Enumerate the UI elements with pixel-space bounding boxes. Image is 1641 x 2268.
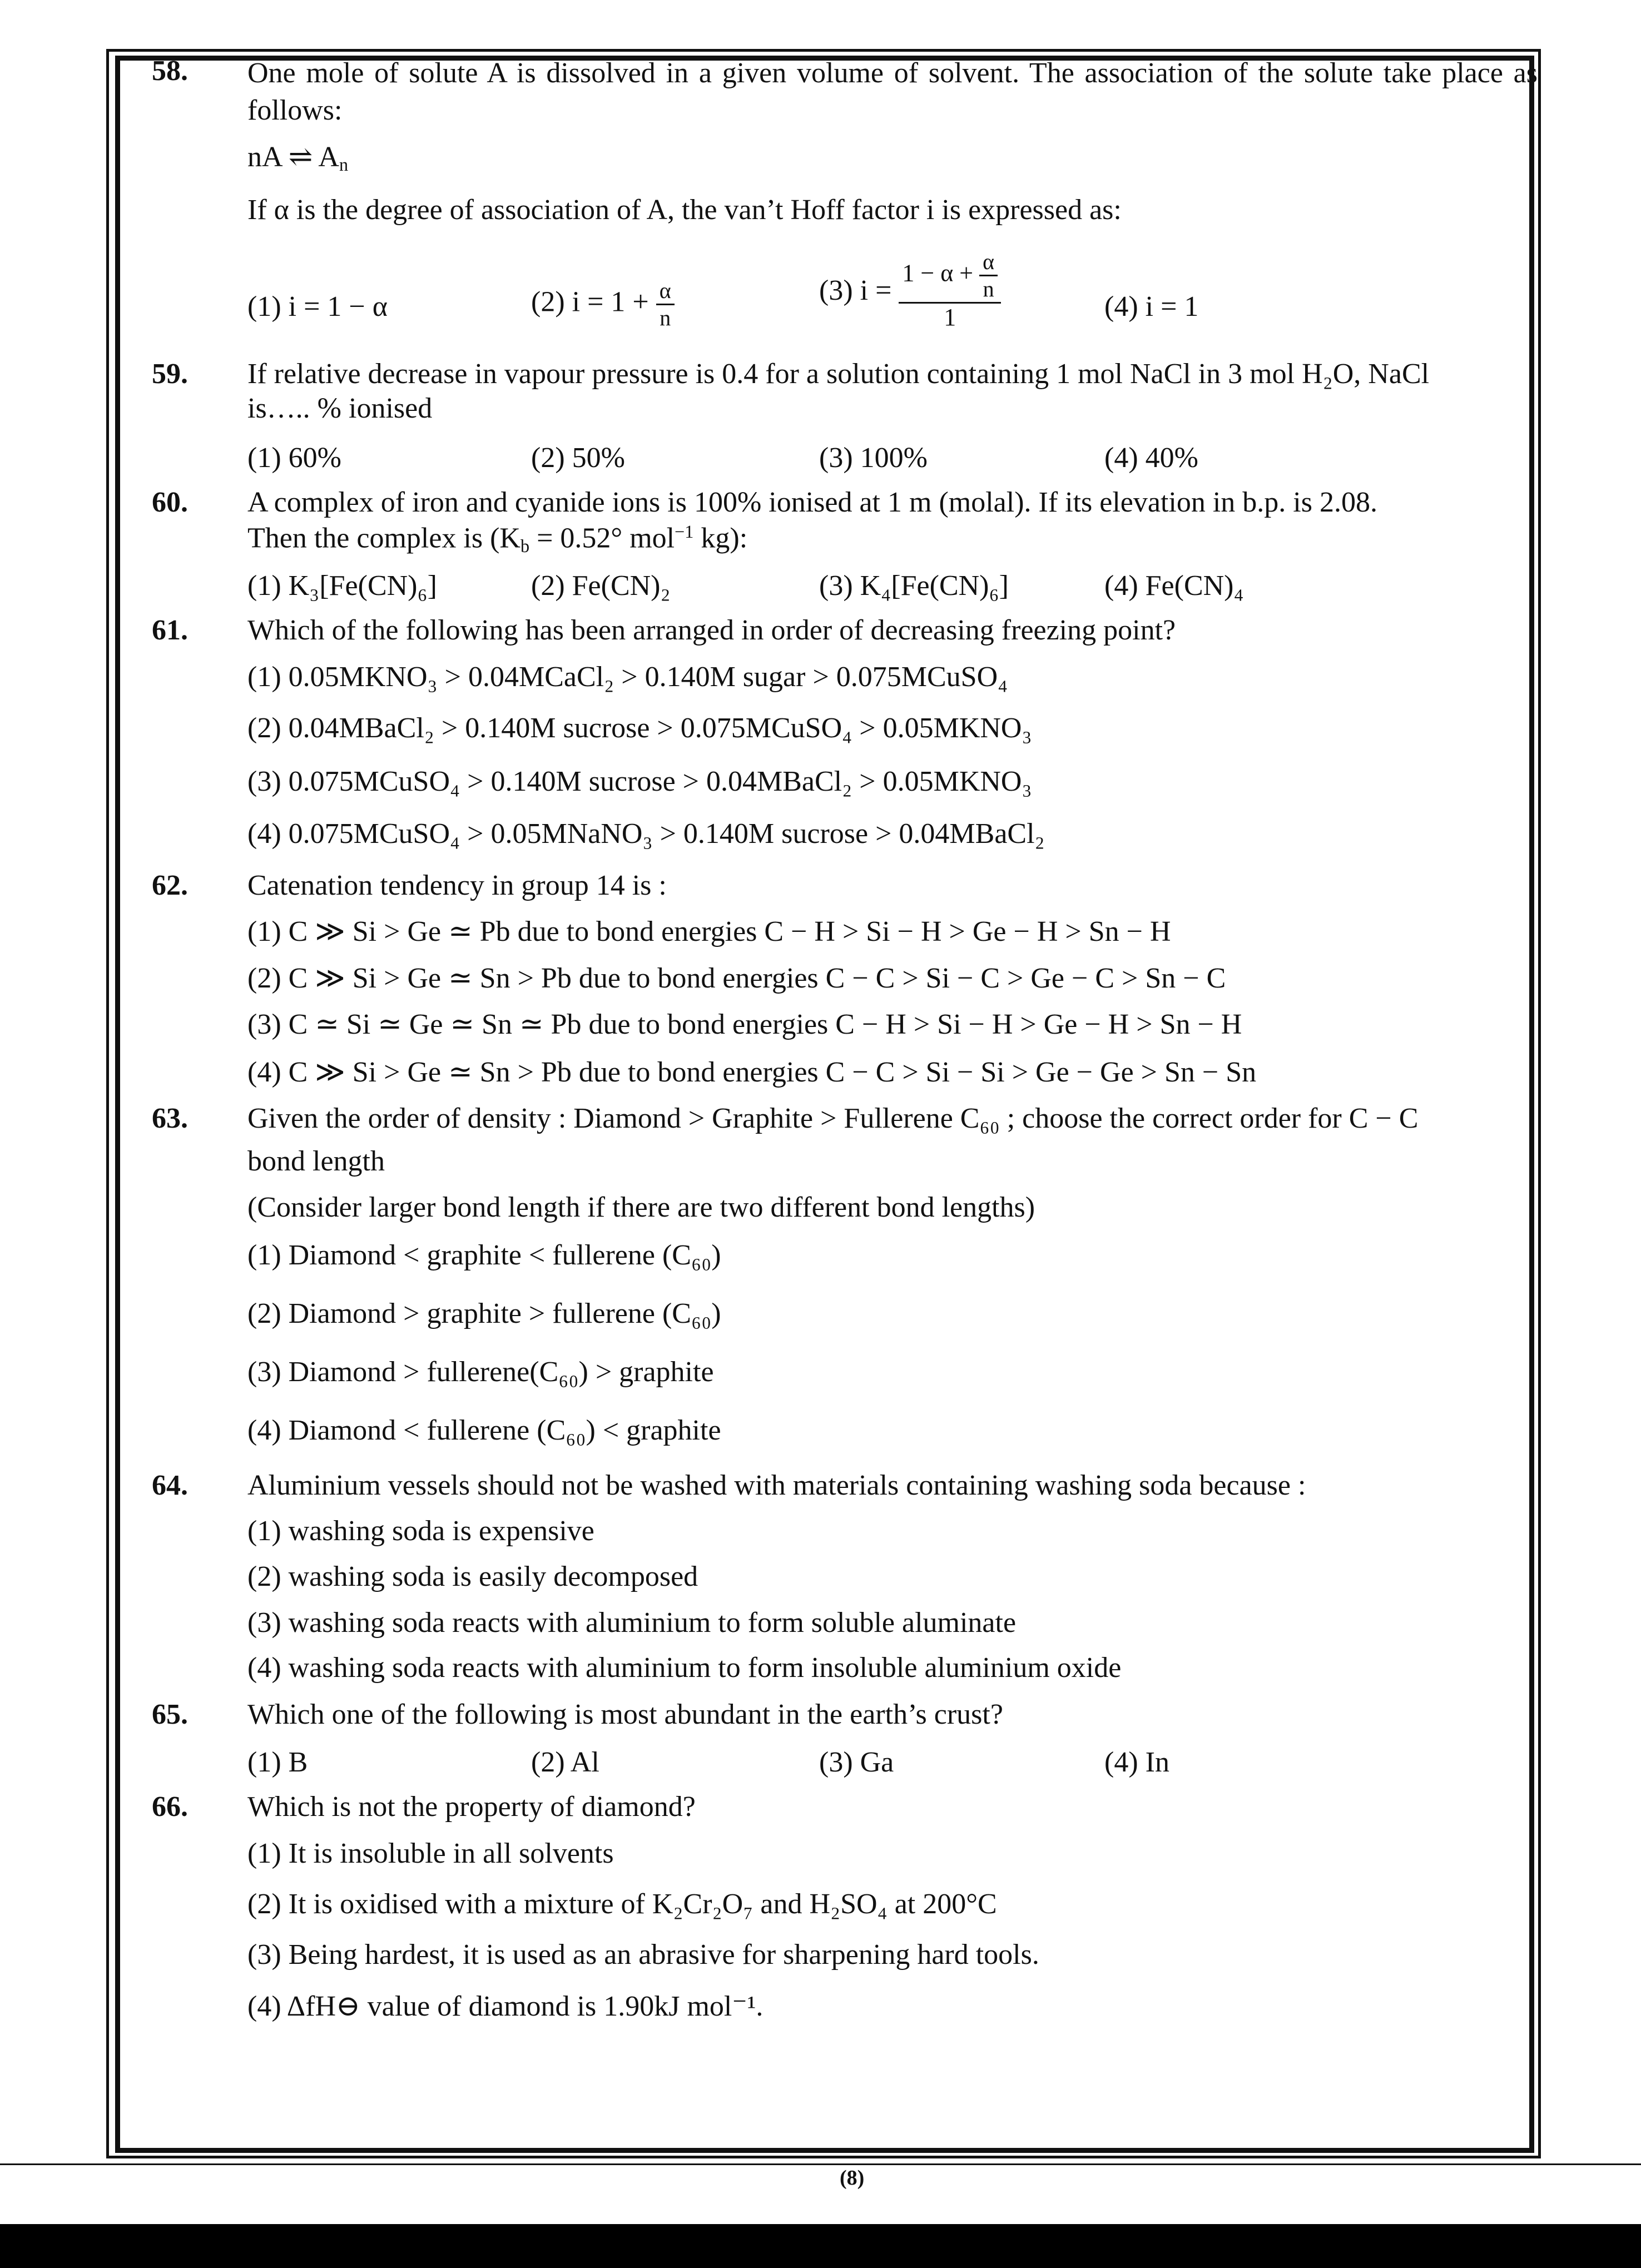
- question-line-2: bond length: [247, 1145, 385, 1177]
- option-3[interactable]: (3) washing soda reacts with aluminium to form soluble aluminate: [247, 1607, 1017, 1639]
- option-4[interactable]: (4) ΔfH⊖ value of diamond is 1.90kJ mol⁻¹.: [247, 1991, 764, 2022]
- question-text: Aluminium vessels should not be washed with materials containing washing soda because :: [247, 1470, 1306, 1501]
- question-number: 59.: [152, 358, 188, 390]
- option-4[interactable]: (4) washing soda reacts with aluminium to form insoluble aluminium oxide: [247, 1652, 1122, 1684]
- option-2[interactable]: (2) Al: [531, 1746, 599, 1778]
- option-2[interactable]: (2) C ≫ Si > Ge ≃ Sn > Pb due to bond energies C − C > Si − C > Ge − C > Sn − C: [247, 962, 1226, 994]
- option-3[interactable]: (3) Diamond > fullerene(C₆₀) > graphite: [247, 1356, 714, 1388]
- option-2[interactable]: (2) washing soda is easily decomposed: [247, 1561, 698, 1592]
- question-line-1: If relative decrease in vapour pressure is 0.4 for a solution containing 1 mol NaCl in 3 mol H₂O, NaCl: [247, 358, 1430, 390]
- option-2[interactable]: (2) 0.04MBaCl₂ > 0.140M sucrose > 0.075MCuSO₄ > 0.05MKNO₃: [247, 712, 1032, 744]
- option-2[interactable]: (2) Fe(CN)₂: [531, 570, 671, 602]
- option-3[interactable]: (3) K₄[Fe(CN)₆]: [819, 570, 1009, 602]
- option-1[interactable]: (1) 0.05MKNO₃ > 0.04MCaCl₂ > 0.140M sugar > 0.075MCuSO₄: [247, 661, 1008, 693]
- option-1[interactable]: (1) K₃[Fe(CN)₆]: [247, 570, 437, 602]
- option-4[interactable]: (4) i = 1: [1104, 291, 1199, 322]
- denominator: n: [983, 276, 994, 301]
- association-equation: [247, 140, 348, 175]
- option-1[interactable]: (1) Diamond < graphite < fullerene (C₆₀): [247, 1239, 721, 1271]
- option-4[interactable]: (4) Diamond < fullerene (C₆₀) < graphite: [247, 1415, 721, 1446]
- question-text: One mole of solute A is dissolved in a given volume of solvent. The association of the solute take place as follows:: [247, 57, 1538, 126]
- subscript: b: [520, 535, 530, 556]
- denominator: n: [660, 305, 671, 330]
- fraction-alpha-over-n: [656, 278, 675, 331]
- numerator: [899, 249, 1001, 304]
- question-text: Which is not the property of diamond?: [247, 1791, 696, 1823]
- option-3[interactable]: [819, 249, 1001, 332]
- text-part: = 0.52° mol: [529, 522, 675, 554]
- text-part: Then the complex is (K: [247, 522, 520, 554]
- fraction-alpha-over-n: [979, 249, 998, 302]
- superscript: −1: [675, 522, 694, 542]
- option-3[interactable]: (3) 100%: [819, 442, 928, 474]
- question-number: 65.: [152, 1699, 188, 1730]
- option-1[interactable]: (1) B: [247, 1746, 308, 1778]
- eq-right: A: [318, 141, 339, 173]
- page-number: (8): [840, 2166, 865, 2190]
- option-1[interactable]: (1) i = 1 − α: [247, 291, 388, 322]
- option-3[interactable]: (3) C ≃ Si ≃ Ge ≃ Sn ≃ Pb due to bond energies C − H > Si − H > Ge − H > Sn − H: [247, 1009, 1242, 1040]
- question-line-1: A complex of iron and cyanide ions is 100% ionised at 1 m (molal). If its elevation in b.p. is 2.08.: [247, 487, 1377, 518]
- question-number: 66.: [152, 1791, 188, 1823]
- question-number: 64.: [152, 1470, 188, 1501]
- question-line-3: (Consider larger bond length if there are two different bond lengths): [247, 1192, 1035, 1223]
- text-part: kg):: [693, 522, 748, 554]
- question-text: Which one of the following is most abundant in the earth’s crust?: [247, 1699, 1003, 1730]
- question-number: 61.: [152, 614, 188, 646]
- denominator: 1: [944, 304, 956, 331]
- question-number: 63.: [152, 1103, 188, 1134]
- question-text: Which of the following has been arranged in order of decreasing freezing point?: [247, 614, 1176, 646]
- option-4[interactable]: (4) 0.075MCuSO₄ > 0.05MNaNO₃ > 0.140M sucrose > 0.04MBaCl₂: [247, 818, 1045, 850]
- option-2[interactable]: (2) 50%: [531, 442, 625, 474]
- option-2[interactable]: [531, 278, 675, 331]
- eq-right-subscript: n: [339, 155, 349, 175]
- equilibrium-arrow: ⇌: [288, 141, 313, 173]
- option-3[interactable]: (3) Being hardest, it is used as an abrasive for sharpening hard tools.: [247, 1939, 1039, 1971]
- option-1[interactable]: (1) washing soda is expensive: [247, 1515, 594, 1547]
- option-3[interactable]: (3) Ga: [819, 1746, 894, 1778]
- numerator: α: [979, 249, 998, 276]
- footer-rule: [0, 2163, 1641, 2165]
- option-2[interactable]: (2) It is oxidised with a mixture of K₂Cr₂O₇ and H₂SO₄ at 200°C: [247, 1888, 997, 1920]
- option-1[interactable]: (1) It is insoluble in all solvents: [247, 1838, 614, 1869]
- question-line-2: is….. % ionised: [247, 393, 433, 424]
- option-1[interactable]: (1) 60%: [247, 442, 341, 474]
- fraction-main: [899, 249, 1001, 332]
- question-stem: If α is the degree of association of A, the van’t Hoff factor i is expressed as:: [247, 194, 1122, 226]
- question-number: 58.: [152, 55, 188, 87]
- option-4[interactable]: (4) Fe(CN)₄: [1104, 570, 1244, 602]
- question-line-1: Given the order of density : Diamond > Graphite > Fullerene C₆₀ ; choose the correct order for C − C: [247, 1103, 1419, 1134]
- question-text: Catenation tendency in group 14 is :: [247, 870, 667, 901]
- question-number: 60.: [152, 487, 188, 518]
- option-2[interactable]: (2) Diamond > graphite > fullerene (C₆₀): [247, 1298, 721, 1329]
- option-3[interactable]: (3) 0.075MCuSO₄ > 0.140M sucrose > 0.04MBaCl₂ > 0.05MKNO₃: [247, 766, 1032, 797]
- numerator-text: 1 − α +: [902, 259, 974, 287]
- eq-left: nA: [247, 141, 281, 173]
- numerator: α: [656, 278, 675, 305]
- option-3-prefix: (3) i =: [819, 274, 892, 306]
- option-2-prefix: (2) i = 1 +: [531, 286, 649, 318]
- question-line-2: [247, 522, 747, 557]
- question-number: 62.: [152, 870, 188, 901]
- option-4[interactable]: (4) In: [1104, 1746, 1169, 1778]
- option-1[interactable]: (1) C ≫ Si > Ge ≃ Pb due to bond energies C − H > Si − H > Ge − H > Sn − H: [247, 916, 1171, 947]
- option-4[interactable]: (4) C ≫ Si > Ge ≃ Sn > Pb due to bond energies C − C > Si − Si > Ge − Ge > Sn − Sn: [247, 1056, 1257, 1088]
- option-4[interactable]: (4) 40%: [1104, 442, 1198, 474]
